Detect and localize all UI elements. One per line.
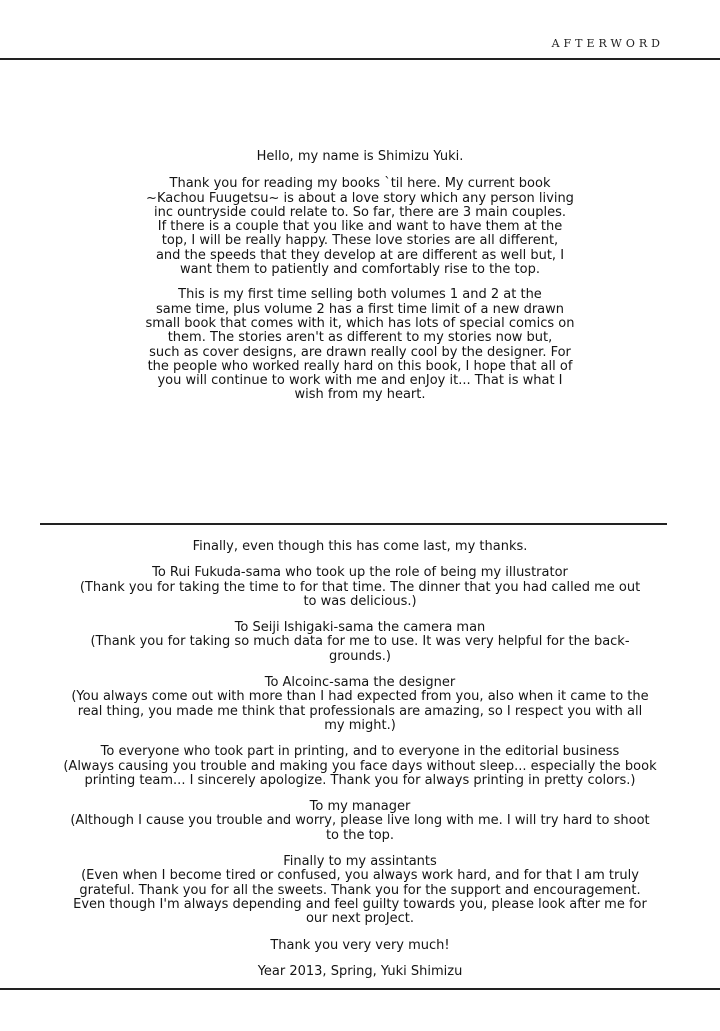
thanks-entry [40,621,680,664]
bottom-rule [0,988,720,990]
thanks-note-line: printing team... I sincerely apologize. Thank you for always printing in pretty colors.) [84,772,636,788]
paragraph-1 [40,177,680,277]
paragraph-1-line: top, I will be really happy. These love stories are all different, [161,233,559,249]
thanks-note-line: real thing, you made me think that professionals are amazing, so I respect you with all [77,703,643,719]
paragraph-2-line: you will continue to work with me and enJoy it... That is what I [157,373,563,389]
thanks-intro: Finally, even though this has come last, my thanks. [192,539,528,554]
thanks-entry [40,745,680,788]
paragraph-1-line: inc ountryside could relate to. So far, there are 3 main couples. [153,204,567,220]
paragraph-2-line: the people who worked really hard on this book, I hope that all of [147,358,573,374]
thanks-entry [40,676,680,733]
thanks-note-line: (Even when I become tired or confused, you always work hard, and for that I am truly [81,868,639,884]
paragraph-1-line: Thank you for reading my books `til here. My current book [169,176,551,192]
thanks-entry [40,566,680,609]
paragraph-2-line: small book that comes with it, which has lots of special comics on [145,315,575,331]
thanks-note-line: grounds.) [329,648,391,664]
thanks-entry [40,800,680,843]
thanks-recipient: Finally to my assintants [283,854,437,870]
paragraph-1-line: and the speeds that they develop at are different as well but, I [155,247,565,263]
thanks-note-line: to the top. [325,827,395,843]
page-header-title: AFTERWORD [551,37,664,50]
thanks-recipient: To Seiji Ishigaki-sama the camera man [234,620,486,636]
thanks-note-line: (Thank you for taking so much data for me to use. It was very helpful for the back- [90,634,630,650]
thanks-recipient: To Rui Fukuda-sama who took up the role of being my illustrator [152,565,568,581]
thanks-note-line: (You always come out with more than I had expected from you, also when it came to the [71,689,649,705]
paragraph-2-line: same time, plus volume 2 has a first time limit of a new drawn [155,301,565,317]
thanks-section [40,540,680,979]
paragraph-1-line: If there is a couple that you like and want to have them at the [157,219,563,235]
thanks-note-line: my might.) [324,717,396,733]
paragraph-2-line: them. The stories aren't as different to my stories now but, [167,330,553,346]
letter-section [40,150,680,403]
paragraph-2 [40,288,680,402]
paragraph-2-line: wish from my heart. [294,387,426,403]
thanks-note-line: (Always causing you trouble and making you face days without sleep... especially the book [63,758,657,774]
thanks-recipient: To Alcoinc-sama the designer [264,675,456,691]
signature-line: Year 2013, Spring, Yuki Shimizu [257,963,463,979]
section-divider [40,523,667,525]
thanks-note-line: grateful. Thank you for all the sweets. Thank you for the support and encouragement. [79,882,641,898]
thanks-note-line: Even though I'm always depending and feel guilty towards you, please look after me for [73,896,647,912]
thanks-entry [40,855,680,926]
thanks-note-line: to was delicious.) [303,593,417,609]
thanks-recipient: To my manager [309,799,411,815]
closing-line: Thank you very very much! [270,937,450,953]
greeting-line: Hello, my name is Shimizu Yuki. [256,149,464,164]
top-rule [0,58,720,60]
thanks-note-line: (Although I cause you trouble and worry, please live long with me. I will try hard to shoot [70,813,650,829]
paragraph-1-line: ~Kachou Fuugetsu~ is about a love story which any person living [146,190,574,206]
paragraph-1-line: want them to patiently and comfortably rise to the top. [179,262,540,278]
thanks-note-line: (Thank you for taking the time to for that time. The dinner that you had called me out [79,579,641,595]
thanks-recipient: To everyone who took part in printing, and to everyone in the editorial business [100,744,620,760]
paragraph-2-line: This is my first time selling both volumes 1 and 2 at the [178,287,542,303]
thanks-note-line: our next proJect. [305,911,415,927]
paragraph-2-line: such as cover designs, are drawn really cool by the designer. For [149,344,571,360]
